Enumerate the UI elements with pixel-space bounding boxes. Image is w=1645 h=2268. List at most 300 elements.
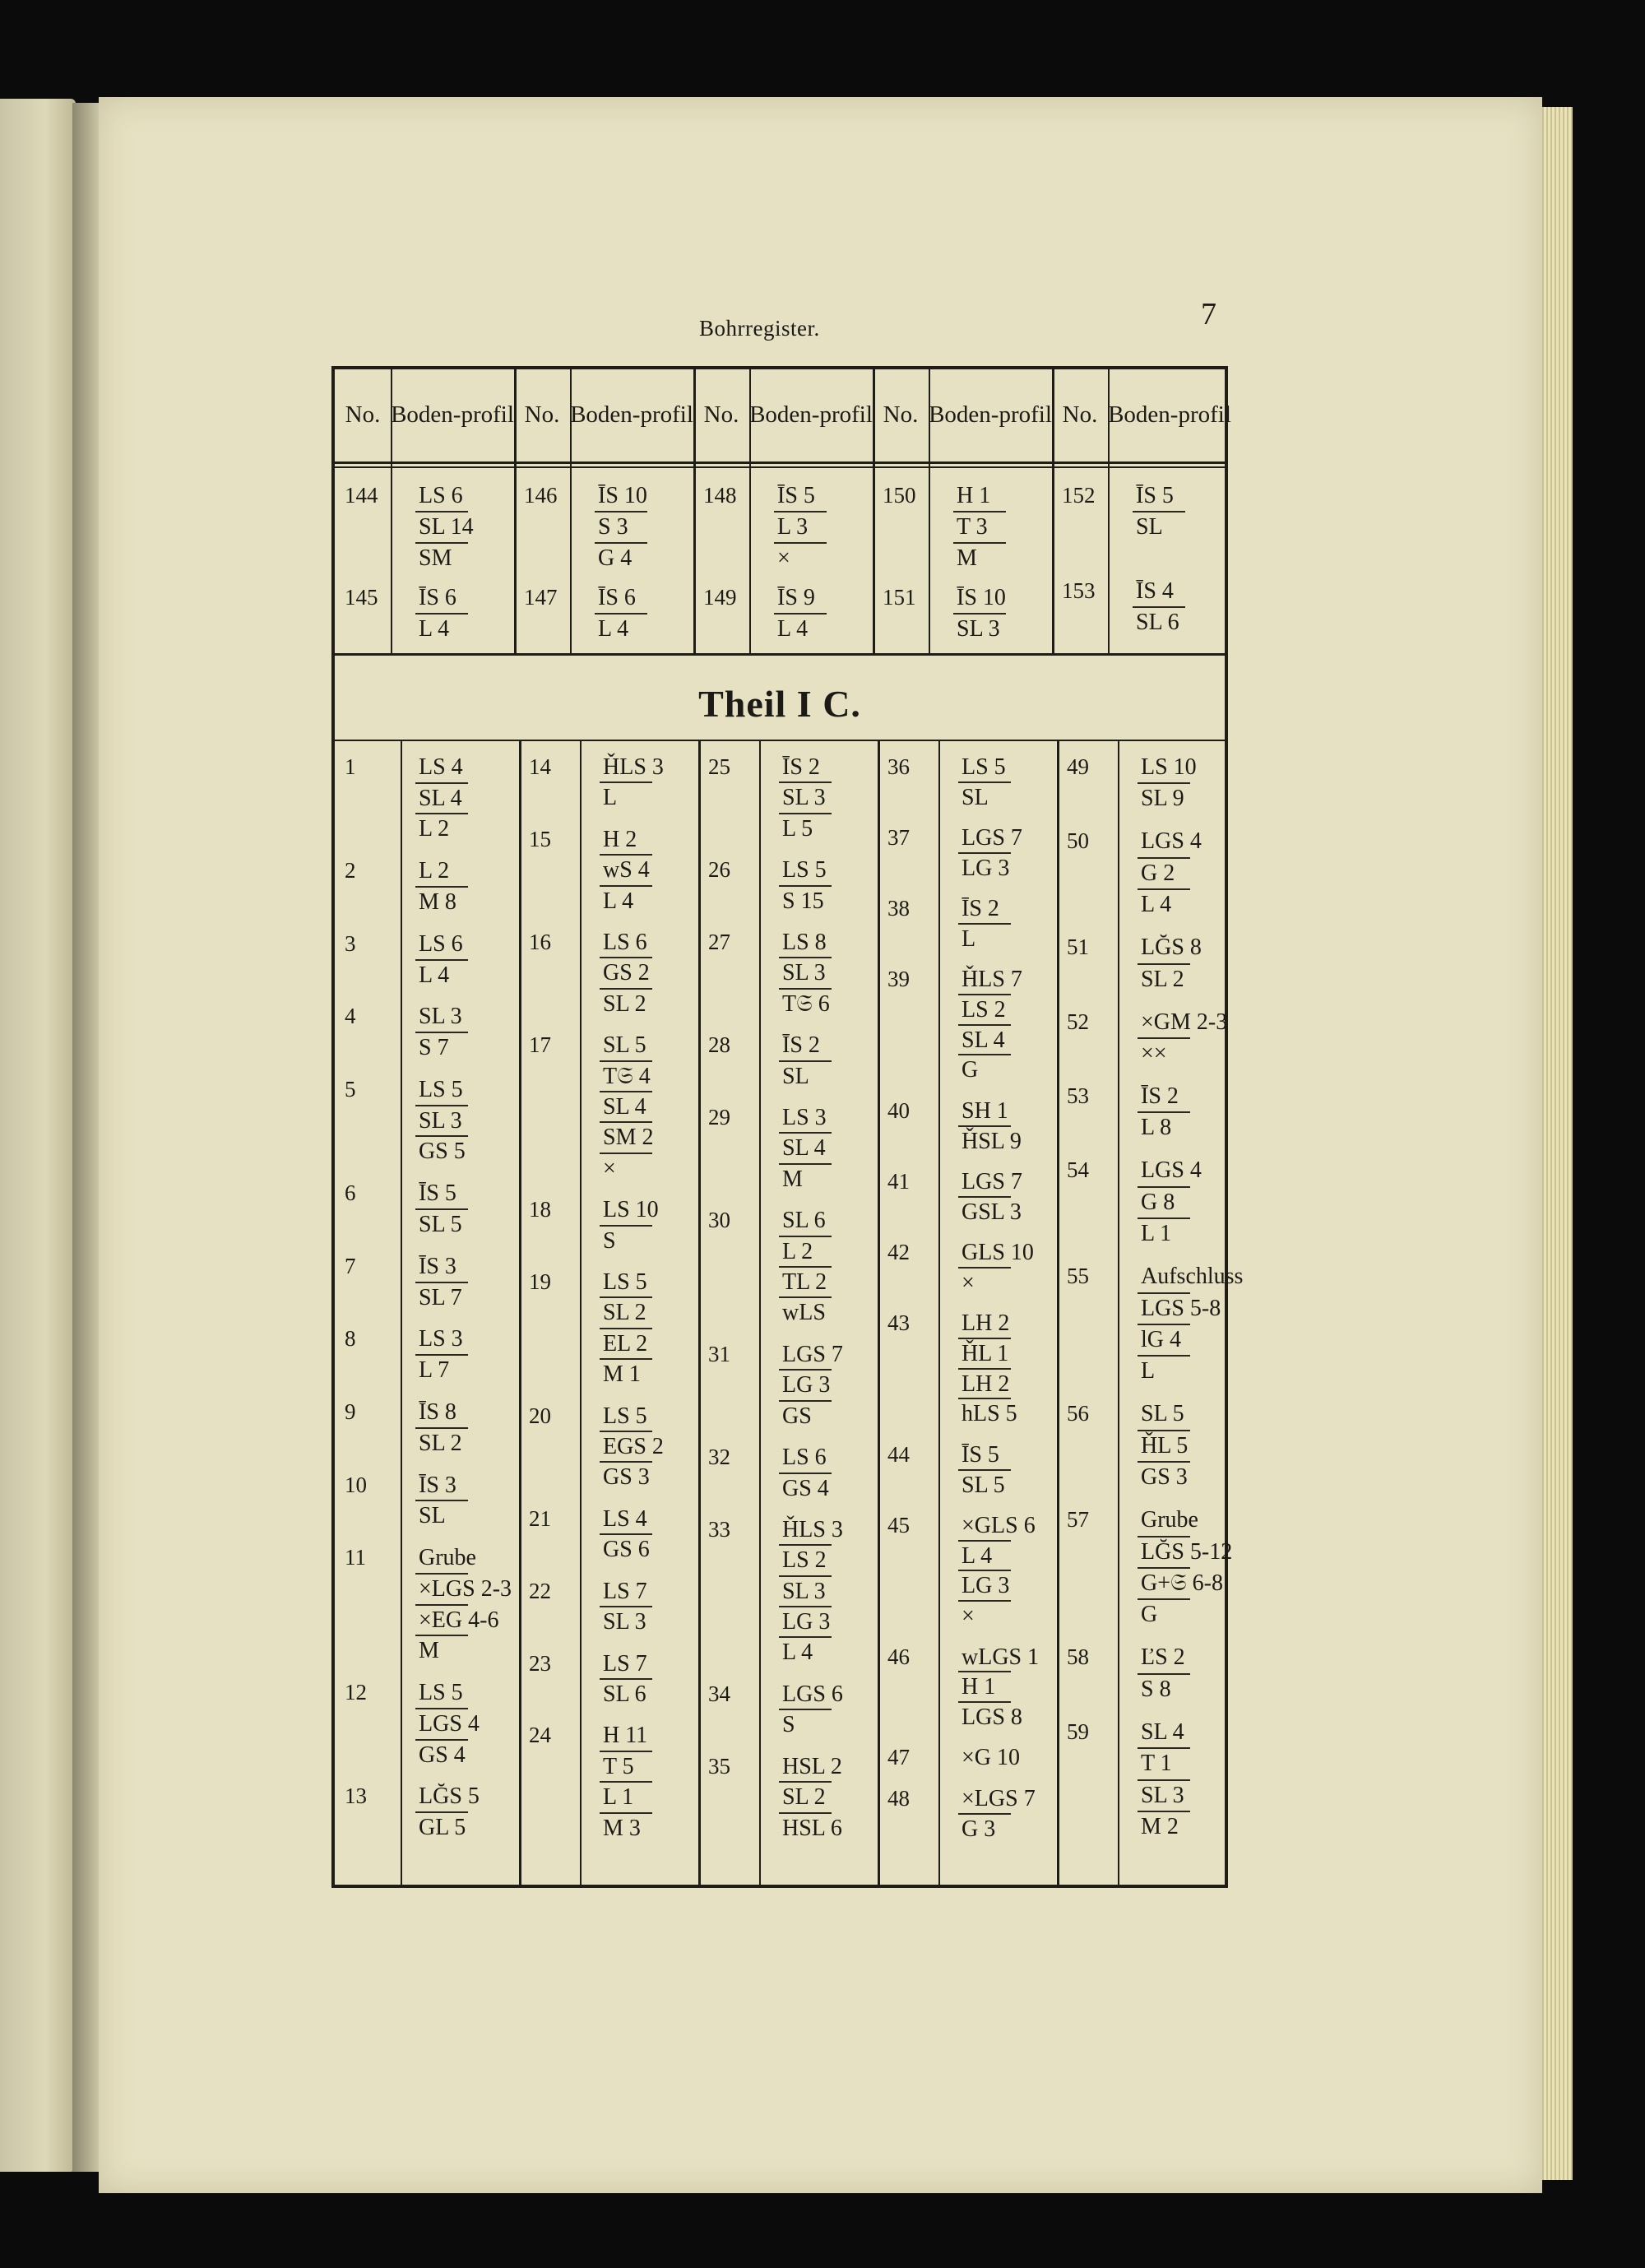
layer-rule xyxy=(1138,1430,1190,1431)
bore-number: 58 xyxy=(1067,1644,1089,1670)
profile-layer: LGS 6 xyxy=(782,1681,843,1707)
profile-layer: ×LGS 7 xyxy=(962,1785,1036,1811)
profile-layer: LS 7 xyxy=(603,1578,647,1604)
profile-layer: L 8 xyxy=(1141,1115,1172,1141)
profile-layer: GL 5 xyxy=(419,1815,466,1841)
profile-layer: LS 6 xyxy=(419,930,463,957)
profile-layer: LS 10 xyxy=(603,1197,659,1223)
bore-number: 4 xyxy=(345,1004,356,1029)
header-no: No. xyxy=(703,401,739,429)
profile-layer: L 4 xyxy=(1141,892,1172,918)
profile-layer: ĪS 2 xyxy=(782,754,820,780)
profile-layer: LS 6 xyxy=(603,930,647,956)
profile-layer: TL 2 xyxy=(782,1269,827,1296)
profile-layer: M xyxy=(419,1638,439,1664)
profile-layer: SL 3 xyxy=(782,960,826,986)
bore-number: 43 xyxy=(887,1310,910,1336)
profile-layer: ĪS 5 xyxy=(1136,483,1174,508)
layer-rule xyxy=(779,885,832,887)
profile-layer: ĪS 5 xyxy=(962,1441,999,1468)
header-rule-double xyxy=(335,466,1225,468)
profile-layer: S 8 xyxy=(1141,1676,1171,1702)
profile-layer: L 4 xyxy=(603,888,634,914)
section-title: Theil I C. xyxy=(698,683,861,725)
bore-number: 47 xyxy=(887,1745,910,1770)
layer-rule xyxy=(600,1461,652,1463)
column-rule xyxy=(580,740,582,1887)
profile-layer: ĪS 4 xyxy=(1136,578,1174,604)
layer-rule xyxy=(415,1208,468,1210)
layer-rule xyxy=(1138,1037,1190,1039)
bore-number: 59 xyxy=(1067,1718,1089,1744)
profile-layer: LGS 4 xyxy=(1141,1157,1202,1184)
layer-rule xyxy=(958,1125,1011,1127)
profile-layer: LS 7 xyxy=(603,1650,647,1677)
profile-layer: LG 3 xyxy=(782,1609,831,1635)
layer-rule xyxy=(779,957,832,958)
bore-number: 2 xyxy=(345,858,356,884)
layer-rule xyxy=(415,1105,468,1106)
profile-layer: × xyxy=(777,545,790,571)
layer-rule xyxy=(953,542,1006,544)
layer-rule xyxy=(600,1678,652,1680)
bore-number: 49 xyxy=(1067,754,1089,779)
bore-number: 144 xyxy=(345,483,378,508)
header-bodenprofil xyxy=(749,369,873,461)
layer-rule xyxy=(774,542,827,544)
profile-layer: LS 6 xyxy=(782,1445,827,1471)
profile-layer: M 8 xyxy=(419,888,456,915)
bore-number: 9 xyxy=(345,1399,356,1425)
profile-layer: SL xyxy=(962,784,989,810)
profile-layer: SL 14 xyxy=(419,514,474,540)
bore-number: 16 xyxy=(529,930,551,955)
layer-rule xyxy=(600,1225,652,1227)
profile-layer: S xyxy=(782,1712,795,1738)
profile-layer: H 1 xyxy=(957,483,991,508)
layer-rule xyxy=(1138,963,1190,965)
profile-layer: LS 8 xyxy=(782,930,827,956)
profile-layer: HSL 2 xyxy=(782,1753,842,1779)
layer-rule xyxy=(595,542,647,544)
bore-number: 19 xyxy=(529,1269,551,1295)
profile-layer: GSL 3 xyxy=(962,1199,1022,1225)
profile-layer: GS 5 xyxy=(419,1139,466,1165)
profile-layer: LGS 7 xyxy=(782,1341,843,1367)
running-head: Bohrregister. xyxy=(699,316,820,341)
profile-layer: L 4 xyxy=(598,616,629,642)
profile-layer: GS 2 xyxy=(603,960,650,986)
layer-rule xyxy=(958,994,1011,995)
profile-layer: HSL 6 xyxy=(782,1815,842,1841)
layer-rule xyxy=(958,1338,1011,1339)
layer-rule xyxy=(595,613,647,615)
bore-register-table xyxy=(331,366,1244,1888)
layer-rule xyxy=(1138,1747,1190,1749)
layer-rule xyxy=(415,1135,468,1137)
profile-layer: ĪS 6 xyxy=(598,585,636,610)
layer-rule xyxy=(600,1781,652,1783)
header-no: No. xyxy=(883,401,919,429)
profile-layer: H 11 xyxy=(603,1723,648,1749)
profile-layer: ×GM 2-3 xyxy=(1141,1009,1228,1035)
bore-number: 147 xyxy=(524,585,558,610)
page-number: 7 xyxy=(1201,297,1216,332)
profile-layer: T𝔖 6 xyxy=(782,990,830,1017)
profile-layer: L xyxy=(962,925,976,952)
layer-rule xyxy=(1138,888,1190,890)
profile-layer: L 4 xyxy=(782,1640,813,1666)
profile-layer: SM xyxy=(419,545,452,571)
profile-layer: LG 3 xyxy=(962,855,1010,881)
header-bodenprofil-line2: profil xyxy=(999,401,1052,429)
profile-layer: Aufschluss xyxy=(1141,1264,1244,1290)
layer-rule xyxy=(600,988,652,990)
profile-layer: GS 3 xyxy=(603,1464,650,1491)
bore-number: 38 xyxy=(887,896,910,921)
profile-layer: SH 1 xyxy=(962,1097,1008,1124)
profile-layer: wLGS 1 xyxy=(962,1644,1040,1670)
layer-rule xyxy=(779,813,832,814)
profile-layer: L 4 xyxy=(962,1542,993,1569)
bore-number: 57 xyxy=(1067,1507,1089,1533)
profile-layer: L 3 xyxy=(777,514,809,540)
layer-rule xyxy=(415,1500,468,1501)
bore-number: 37 xyxy=(887,825,910,851)
layer-rule xyxy=(415,1282,468,1283)
header-no: No. xyxy=(524,401,560,429)
layer-rule xyxy=(958,1540,1011,1542)
profile-layer: SL 3 xyxy=(419,1004,462,1030)
bore-number: 52 xyxy=(1067,1009,1089,1034)
layer-rule xyxy=(415,813,468,814)
layer-rule xyxy=(958,1570,1011,1571)
bore-number: 40 xyxy=(887,1097,910,1123)
profile-layer: SL 9 xyxy=(1141,786,1184,812)
layer-rule xyxy=(779,1473,832,1474)
profile-layer: M xyxy=(957,545,977,571)
layer-rule xyxy=(958,852,1011,854)
profile-layer: L 2 xyxy=(419,816,450,842)
profile-layer: L 4 xyxy=(777,616,809,642)
layer-rule xyxy=(600,957,652,958)
profile-layer: SL 3 xyxy=(1141,1782,1184,1808)
group-rule xyxy=(698,740,701,1887)
bore-number: 21 xyxy=(529,1505,551,1531)
profile-layer: L 2 xyxy=(782,1238,813,1264)
layer-rule xyxy=(958,1701,1011,1703)
header-bodenprofil xyxy=(929,369,1052,461)
layer-rule xyxy=(958,923,1011,925)
profile-layer: GS xyxy=(782,1403,812,1429)
left-page-edge xyxy=(0,99,76,2172)
bore-number: 3 xyxy=(345,930,356,956)
profile-layer: SL 3 xyxy=(957,616,1000,642)
bore-number: 25 xyxy=(708,754,730,779)
profile-layer: SL 3 xyxy=(782,785,826,811)
header-bodenprofil-line2: profil xyxy=(640,401,693,429)
layer-rule xyxy=(774,511,827,513)
profile-layer: G 8 xyxy=(1141,1189,1175,1215)
profile-layer: L 1 xyxy=(1141,1221,1172,1247)
layer-rule xyxy=(1133,606,1185,608)
profile-layer: M xyxy=(782,1166,803,1192)
section-title-rule xyxy=(335,740,1225,741)
profile-layer: LS 5 xyxy=(419,1680,463,1706)
profile-layer: L 2 xyxy=(419,858,450,884)
header-bodenprofil-line2: profil xyxy=(819,401,873,429)
profile-layer: ×GLS 6 xyxy=(962,1513,1036,1539)
layer-rule xyxy=(600,1153,652,1154)
layer-rule xyxy=(600,1431,652,1432)
layer-rule xyxy=(1138,1598,1190,1600)
bore-number: 145 xyxy=(345,585,378,610)
layer-rule xyxy=(1138,1355,1190,1357)
profile-layer: LGS 8 xyxy=(962,1704,1022,1730)
profile-layer: EGS 2 xyxy=(603,1434,664,1460)
profile-layer: GS 3 xyxy=(1141,1464,1188,1491)
bore-number: 55 xyxy=(1067,1264,1089,1289)
layer-rule xyxy=(958,782,1011,783)
bore-number: 15 xyxy=(529,826,551,851)
layer-rule xyxy=(415,1708,468,1709)
layer-rule xyxy=(600,1358,652,1360)
profile-layer: ȞLS 7 xyxy=(962,967,1022,993)
bore-number: 54 xyxy=(1067,1157,1089,1183)
bore-number: 50 xyxy=(1067,828,1089,854)
profile-layer: SL 6 xyxy=(603,1681,646,1707)
profile-layer: M 3 xyxy=(603,1815,641,1841)
layer-rule xyxy=(779,782,832,783)
layer-rule xyxy=(1138,1461,1190,1463)
bore-number: 24 xyxy=(529,1723,551,1748)
profile-layer: ĪS 3 xyxy=(419,1472,456,1498)
header-no: No. xyxy=(345,401,381,429)
bore-number: 5 xyxy=(345,1077,356,1102)
profile-layer: LGS 7 xyxy=(962,825,1022,851)
profile-layer: SL 4 xyxy=(1141,1718,1184,1745)
layer-rule xyxy=(779,1296,832,1298)
bore-number: 8 xyxy=(345,1326,356,1352)
page-edges xyxy=(1540,107,1573,2180)
layer-rule xyxy=(958,1469,1011,1471)
profile-layer: SL 5 xyxy=(1141,1401,1184,1427)
profile-layer: T𝔖 4 xyxy=(603,1063,651,1089)
layer-rule xyxy=(600,1296,652,1298)
layer-rule xyxy=(415,959,468,961)
bore-number: 146 xyxy=(524,483,558,508)
bore-number: 18 xyxy=(529,1197,551,1222)
layer-rule xyxy=(958,1054,1011,1055)
bore-number: 10 xyxy=(345,1472,367,1497)
profile-layer: LĞS 8 xyxy=(1141,935,1202,961)
profile-layer: ĪS 5 xyxy=(419,1180,456,1207)
layer-rule xyxy=(415,613,468,615)
header-bodenprofil xyxy=(570,369,693,461)
profile-layer: LS 5 xyxy=(603,1403,647,1429)
layer-rule xyxy=(1138,1324,1190,1325)
profile-layer: L xyxy=(603,785,618,811)
header-bodenprofil-line1: Boden- xyxy=(570,401,641,429)
layer-rule xyxy=(1138,1217,1190,1219)
profile-layer: lG 4 xyxy=(1141,1326,1181,1352)
profile-layer: SL 6 xyxy=(1136,610,1179,635)
group-rule xyxy=(519,740,521,1887)
profile-layer: SM 2 xyxy=(603,1125,654,1151)
layer-rule xyxy=(1138,1186,1190,1188)
bore-number: 44 xyxy=(887,1441,910,1467)
profile-layer: LS 3 xyxy=(419,1326,463,1352)
profile-layer: S 15 xyxy=(782,888,824,914)
profile-layer: SL 6 xyxy=(782,1208,826,1234)
profile-layer: × xyxy=(603,1155,616,1181)
profile-layer: GLS 10 xyxy=(962,1240,1034,1266)
profile-layer: × xyxy=(962,1269,975,1296)
group-rule xyxy=(1057,740,1059,1887)
profile-layer: SL 5 xyxy=(419,1211,462,1237)
bore-number: 32 xyxy=(708,1445,730,1470)
profile-layer: ĪS 10 xyxy=(957,585,1006,610)
bore-number: 36 xyxy=(887,754,910,779)
profile-layer: ×× xyxy=(1141,1040,1167,1066)
profile-layer: ȞLS 3 xyxy=(603,754,664,780)
header-bodenprofil xyxy=(391,369,514,461)
layer-rule xyxy=(779,1060,832,1062)
header-bodenprofil-line1: Boden- xyxy=(749,401,820,429)
bore-number: 13 xyxy=(345,1783,367,1809)
layer-rule xyxy=(779,988,832,990)
profile-layer: S 3 xyxy=(598,514,628,540)
profile-layer: SL 3 xyxy=(419,1107,462,1134)
bore-number: 34 xyxy=(708,1681,730,1706)
header-bodenprofil-line2: profil xyxy=(1178,401,1231,429)
profile-layer: G 3 xyxy=(962,1816,996,1842)
profile-layer: SL 2 xyxy=(603,1300,646,1326)
layer-rule xyxy=(415,1739,468,1741)
column-rule xyxy=(401,740,402,1887)
layer-rule xyxy=(779,1266,832,1268)
profile-layer: LĞS 5 xyxy=(419,1783,480,1810)
bore-number: 31 xyxy=(708,1341,730,1366)
profile-layer: LS 3 xyxy=(782,1105,827,1131)
bore-number: 56 xyxy=(1067,1401,1089,1426)
layer-rule xyxy=(958,1813,1011,1815)
header-rule xyxy=(335,461,1225,464)
profile-layer: LGS 4 xyxy=(419,1710,480,1737)
bore-number: 29 xyxy=(708,1105,730,1130)
upper-section-rule xyxy=(335,653,1225,656)
profile-layer: ĪS 2 xyxy=(962,896,999,922)
profile-layer: M 1 xyxy=(603,1361,641,1388)
bore-number: 20 xyxy=(529,1403,551,1428)
profile-layer: SL 4 xyxy=(962,1027,1005,1053)
profile-layer: LS 4 xyxy=(419,754,463,780)
profile-layer: ȞL 1 xyxy=(962,1341,1009,1367)
profile-layer: hLS 5 xyxy=(962,1401,1017,1427)
profile-layer: wLS xyxy=(782,1300,826,1326)
profile-layer: M 2 xyxy=(1141,1814,1179,1840)
column-rule xyxy=(759,740,761,1887)
profile-layer: SL xyxy=(782,1063,809,1089)
profile-layer: SL 5 xyxy=(962,1472,1005,1498)
profile-layer: LS 10 xyxy=(1141,754,1197,780)
bore-number: 48 xyxy=(887,1785,910,1811)
profile-layer: SL 2 xyxy=(419,1430,462,1456)
bore-number: 150 xyxy=(883,483,916,508)
layer-rule xyxy=(600,1060,652,1062)
profile-layer: LS 5 xyxy=(419,1077,463,1102)
profile-layer: wS 4 xyxy=(603,857,650,884)
profile-layer: SL 3 xyxy=(782,1578,826,1604)
bore-number: 42 xyxy=(887,1240,910,1265)
profile-layer: LS 5 xyxy=(962,754,1006,780)
bore-number: 23 xyxy=(529,1650,551,1676)
layer-rule xyxy=(600,1606,652,1607)
profile-layer: GS 4 xyxy=(419,1742,466,1768)
layer-rule xyxy=(415,542,468,544)
bore-number: 14 xyxy=(529,754,551,779)
profile-layer: Grube xyxy=(419,1545,476,1571)
column-rule xyxy=(938,740,940,1887)
profile-layer: G 4 xyxy=(598,545,633,571)
profile-layer: LGS 7 xyxy=(962,1169,1022,1195)
bore-number: 41 xyxy=(887,1169,910,1194)
layer-rule xyxy=(779,1606,832,1607)
profile-layer: SL xyxy=(419,1503,446,1529)
bore-number: 39 xyxy=(887,967,910,992)
profile-layer: LG 3 xyxy=(782,1372,831,1398)
profile-layer: ȞL 5 xyxy=(1141,1432,1189,1459)
bore-number: 53 xyxy=(1067,1083,1089,1108)
bore-number: 152 xyxy=(1062,483,1096,508)
layer-rule xyxy=(953,613,1006,615)
bore-number: 149 xyxy=(703,585,737,610)
profile-layer: × xyxy=(962,1603,975,1630)
layer-rule xyxy=(600,854,652,856)
layer-rule xyxy=(415,1811,468,1813)
layer-rule xyxy=(779,1400,832,1402)
profile-layer: LH 2 xyxy=(962,1371,1010,1397)
profile-layer: SL 2 xyxy=(603,990,646,1017)
bore-number: 6 xyxy=(345,1180,356,1206)
profile-layer: ĪS 2 xyxy=(1141,1083,1179,1109)
layer-rule xyxy=(1138,1111,1190,1113)
profile-layer: ĪS 3 xyxy=(419,1253,456,1279)
bore-number: 35 xyxy=(708,1753,730,1779)
layer-rule xyxy=(1133,511,1185,513)
profile-layer: G+𝔖 6-8 xyxy=(1141,1570,1223,1597)
layer-rule xyxy=(779,1369,832,1371)
profile-layer: LH 2 xyxy=(962,1310,1010,1337)
column-rule xyxy=(1118,740,1119,1887)
profile-layer: L xyxy=(1141,1358,1156,1384)
bore-number: 27 xyxy=(708,930,730,955)
profile-layer: S 7 xyxy=(419,1035,449,1061)
bore-number: 46 xyxy=(887,1644,910,1669)
profile-layer: T 5 xyxy=(603,1753,634,1779)
profile-layer: Grube xyxy=(1141,1507,1198,1533)
layer-rule xyxy=(415,1635,468,1636)
profile-layer: ×EG 4-6 xyxy=(419,1607,499,1633)
layer-rule xyxy=(953,511,1006,513)
bore-number: 1 xyxy=(345,754,356,779)
layer-rule xyxy=(1138,782,1190,784)
profile-layer: H 1 xyxy=(962,1674,996,1700)
profile-layer: SL xyxy=(1136,514,1163,540)
layer-rule xyxy=(600,1121,652,1123)
profile-layer: LĞS 5-12 xyxy=(1141,1538,1233,1565)
layer-rule xyxy=(600,1751,652,1752)
